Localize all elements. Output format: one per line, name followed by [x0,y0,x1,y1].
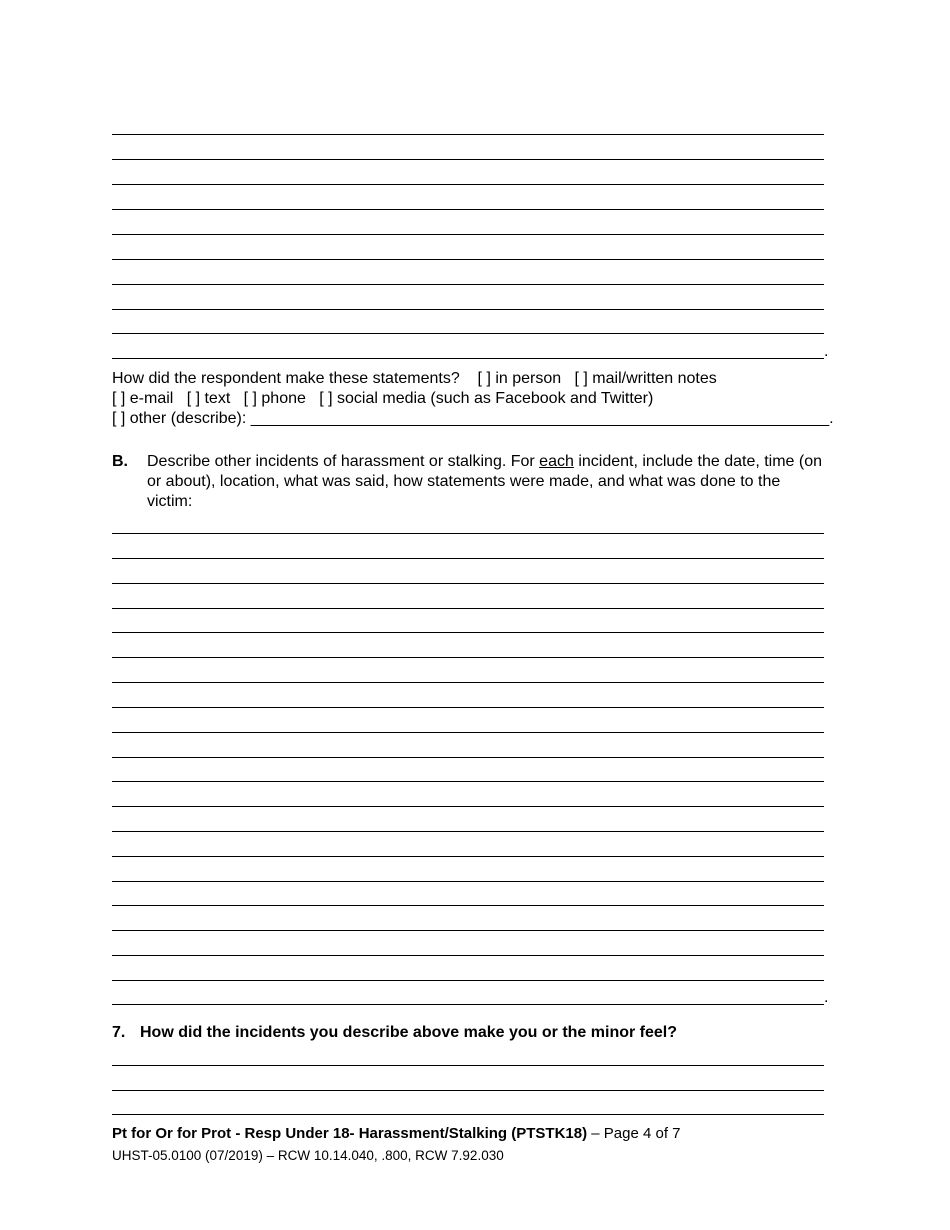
writing-line[interactable] [112,806,824,807]
other-describe-line[interactable]: _________________________________________________________________. [250,410,834,427]
writing-line[interactable] [112,732,824,733]
writing-line[interactable] [112,533,824,534]
writing-line[interactable] [112,608,824,609]
statements-method-row-1 [112,369,717,389]
writing-line[interactable] [112,1004,824,1005]
writing-line[interactable] [112,1090,824,1091]
writing-line[interactable] [112,881,824,882]
writing-line[interactable] [112,856,824,857]
writing-line[interactable] [112,1065,824,1066]
writing-line[interactable] [112,259,824,260]
footer-form-title-line [112,1125,681,1143]
writing-line[interactable] [112,980,824,981]
statements-question: How did the respondent make these statements? [112,370,460,387]
checkbox-mail-written-notes[interactable]: [ ] mail/written notes [574,370,717,387]
writing-line[interactable] [112,234,824,235]
checkbox-social-media[interactable]: [ ] social media (such as Facebook and Twitter) [319,390,654,407]
section-b-text-after: incident, include the date, time (on or about), location, what was said, how statements were made, and what was done to the victim: [147,453,823,510]
writing-line[interactable] [112,159,824,160]
writing-line[interactable] [112,781,824,782]
writing-line[interactable] [112,184,824,185]
statements-method-row-3 [112,409,834,429]
writing-line[interactable] [112,134,824,135]
writing-line[interactable] [112,757,824,758]
writing-line[interactable] [112,558,824,559]
checkbox-text[interactable]: [ ] text [186,390,231,407]
line-end-period: . [824,343,829,360]
writing-line[interactable] [112,657,824,658]
writing-line[interactable] [112,955,824,956]
statements-method-row-2 [112,389,653,409]
checkbox-email[interactable]: [ ] e-mail [112,390,174,407]
writing-line[interactable] [112,682,824,683]
writing-line[interactable] [112,707,824,708]
writing-line[interactable] [112,358,824,359]
writing-line[interactable] [112,1114,824,1115]
checkbox-phone[interactable]: [ ] phone [243,390,306,407]
footer-form-title: Pt for Or for Prot - Resp Under 18- Harassment/Stalking (PTSTK18) [112,1125,588,1142]
writing-line[interactable] [112,309,824,310]
footer-page-info: – Page 4 of 7 [587,1125,681,1142]
section-b-emphasis: each [539,453,574,470]
line-end-period: . [824,989,829,1006]
footer-form-code: UHST-05.0100 (07/2019) – RCW 10.14.040, .800, RCW 7.92.030 [112,1148,504,1163]
writing-line[interactable] [112,209,824,210]
section-b-instructions [147,452,827,512]
checkbox-other[interactable]: [ ] other (describe): [112,410,247,427]
writing-line[interactable] [112,930,824,931]
writing-line[interactable] [112,632,824,633]
writing-line[interactable] [112,831,824,832]
question-7 [112,1023,677,1043]
section-b-label: B. [112,453,128,470]
writing-line[interactable] [112,905,824,906]
question-7-number: 7. [112,1024,126,1041]
checkbox-in-person[interactable]: [ ] in person [477,370,562,387]
writing-line[interactable] [112,284,824,285]
writing-line[interactable] [112,333,824,334]
writing-line[interactable] [112,583,824,584]
section-b-text-before: Describe other incidents of harassment or stalking. For [147,453,540,470]
question-7-text: How did the incidents you describe above make you or the minor feel? [140,1024,677,1041]
